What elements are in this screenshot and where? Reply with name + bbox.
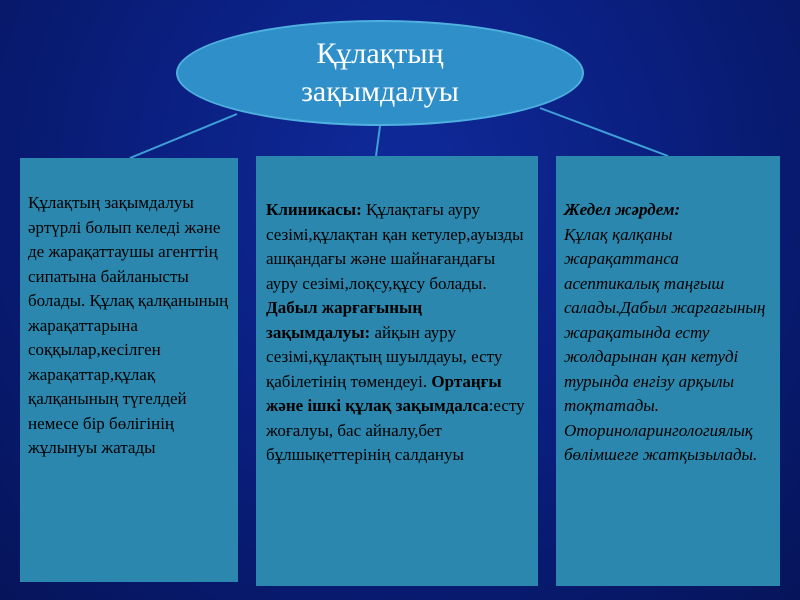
connector-right: [540, 108, 668, 156]
connector-middle: [376, 126, 380, 156]
connector-left: [130, 114, 237, 158]
eardrum-text: айқын ауру сезімі,құлақтың шуылдауы, есту қабілетінің төмендеуі.: [266, 322, 503, 391]
first-aid-box: [556, 156, 780, 586]
inner-ear-text: :есту жоғалуы, бас айналу,бет бұлшықеттерінің салдануы: [266, 396, 525, 464]
first-aid-text: Құлақ қалқаны жарақаттанса асептикалық таңғыш салады.Дабыл жарғағының жарақатында есту жолдарынан қан кетуді турында енгізу арқылы тоқтатады. Оториноларингологиялық бөлімшеге жатқызылады.: [564, 224, 766, 464]
title-line-1: Құлақтың: [316, 37, 444, 70]
injury-description-box: [20, 158, 238, 582]
injury-description-text: Құлақтың зақымдалуы әртүрлі болып келеді және де жарақаттаушы агенттің сипатына байланысты болады. Құлақ қалқанының жарақаттарына соққылар,кесілген жарақаттар,құлақ қалқанының түгелдей немесе бір бөлігінің жұлынуы жатады: [28, 193, 229, 457]
title-line-2: зақымдалуы: [301, 75, 459, 108]
clinic-text: Құлақтағы ауру сезімі,құлақтан қан кетулер,ауызды ашқандағы және шайнағандағы ауру сезімі,лоқсу,құсу болады.: [266, 200, 524, 293]
title-ellipse: [176, 20, 584, 126]
inner-ear-label: Ортаңғы және ішкі құлақ зақымдалса: [266, 371, 502, 415]
first-aid-label: Жедел жәрдем:: [564, 200, 681, 219]
clinic-label: Клиникасы:: [266, 200, 362, 219]
eardrum-label: Дабыл жарғағының зақымдалуы:: [266, 298, 423, 342]
clinical-signs-box: [256, 156, 538, 586]
